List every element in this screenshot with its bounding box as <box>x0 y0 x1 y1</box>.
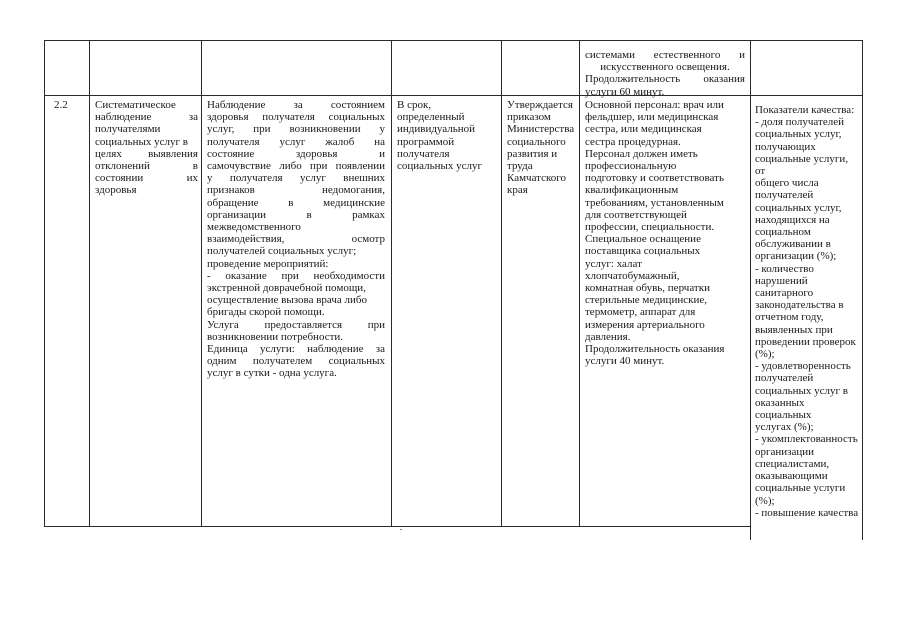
text-line: получателей социальных услуг; <box>207 245 357 258</box>
text-line: сестра, или медицинская <box>585 123 702 136</box>
text-line: социальные услуги <box>755 482 846 495</box>
column-border-right <box>862 40 863 540</box>
text-line: обращение в медицинские <box>207 196 385 209</box>
column-border-4 <box>501 40 502 527</box>
text-line: социальном <box>755 226 811 239</box>
text-line: состоянии их <box>95 172 198 185</box>
column-border-5 <box>579 40 580 527</box>
text-line: услуг в сутки - одна услуга. <box>207 367 337 380</box>
text-line: Услуга предоставляется при <box>207 318 385 331</box>
text-line: услуг: халат <box>585 257 642 270</box>
text-line: Систематическое <box>95 99 176 111</box>
text-line: определенный <box>397 111 465 124</box>
scan-speck <box>400 529 402 530</box>
text-line: нарушений <box>755 274 808 287</box>
text-line: Показатели качества: <box>755 104 855 116</box>
text-line: выявленных при <box>755 323 833 336</box>
text-line: одним получателем социальных <box>207 355 385 368</box>
text-line: целях выявления <box>95 147 198 160</box>
column-border-2 <box>201 40 202 527</box>
column-border-6 <box>750 40 751 540</box>
text-line: Продолжительность оказания <box>585 73 745 86</box>
text-line: Министерства <box>507 123 575 136</box>
text-line: давления. <box>585 330 631 343</box>
text-line: - количество <box>755 262 814 275</box>
text-line: сестра процедурная. <box>585 135 681 148</box>
text-line: профессиональную <box>585 160 677 173</box>
column-border-3 <box>391 40 392 527</box>
text-line: приказом <box>507 111 551 124</box>
text-line: организации (%); <box>755 250 837 263</box>
text-line: программой <box>397 135 455 148</box>
text-line: индивидуальной <box>397 123 476 136</box>
column-border-left <box>44 40 45 527</box>
text-line: получателя <box>397 147 450 160</box>
text-line: Продолжительность оказания <box>585 343 725 356</box>
text-line: здоровья получателя социальных <box>207 111 385 124</box>
text-line: общего числа <box>755 177 819 190</box>
text-line: отклонений в <box>95 160 198 173</box>
table-top-border <box>44 40 863 41</box>
text-line: организации <box>755 445 815 458</box>
text-line: оказанных социальных <box>755 396 812 422</box>
text-line: стерильные медицинские, <box>585 294 707 307</box>
text-line: квалификационным <box>585 184 679 197</box>
text-line: развития и <box>507 147 558 160</box>
text-line: услугах (%); <box>755 421 814 434</box>
text-line: услуги 60 минут. <box>585 85 665 98</box>
text-line: требованиям, установленным <box>585 196 724 209</box>
text-line: получателя услуг жалоб на <box>207 135 385 148</box>
text-line: Единица услуги: наблюдение за <box>207 343 385 356</box>
text-line: Основной персонал: врач или <box>585 99 724 111</box>
text-line: самочувствие либо при появлении <box>207 160 385 173</box>
text-line: поставщика социальных <box>585 245 701 258</box>
text-line: здоровья <box>95 184 137 197</box>
text-line: края <box>507 184 528 197</box>
text-line: профессии, специальности. <box>585 221 715 234</box>
text-line: фельдшер, или медицинская <box>585 111 719 124</box>
text-line: труда <box>507 160 533 173</box>
text-line: состояние здоровья и <box>207 147 385 160</box>
text-line: получающих <box>755 140 816 153</box>
text-line: признаков недомогания, <box>207 184 385 197</box>
service-name-cell <box>95 99 198 197</box>
text-line: экстренной доврачебной помощи, <box>207 282 366 295</box>
text-line: Специальное оснащение <box>585 233 701 246</box>
text-line: санитарного <box>755 287 814 300</box>
text-line: измерения артериального <box>585 318 705 331</box>
text-line: - доля получателей <box>755 116 844 129</box>
text-line: социальных услуг в <box>755 384 848 397</box>
text-line: (%); <box>755 348 775 361</box>
text-line: термометр, аппарат для <box>585 306 696 319</box>
row-bottom-border <box>44 526 751 527</box>
text-line: искусственного освещения. <box>600 61 730 74</box>
text-line: - оказание при необходимости <box>207 269 385 282</box>
column-border-1 <box>89 40 90 527</box>
text-line: возникновении потребности. <box>207 330 344 343</box>
service-term-cell <box>397 99 497 172</box>
text-line: (%); <box>755 494 775 507</box>
text-line: получателями <box>95 123 161 136</box>
text-line: специалистами, <box>755 457 830 470</box>
text-line: комнатная обувь, перчатки <box>585 282 710 295</box>
text-line: подготовку и соответствовать <box>585 172 724 185</box>
text-line: Камчатского <box>507 172 567 185</box>
text-line: социального <box>507 135 566 148</box>
text-line: наблюдение за <box>95 111 198 124</box>
text-line: - повышение качества <box>755 506 859 519</box>
text-line: услуг, при возникновении у <box>207 123 385 136</box>
text-line: находящихся на <box>755 213 830 226</box>
service-conditions-cell <box>585 99 747 367</box>
row-number: 2.2 <box>54 99 68 111</box>
text-line: Наблюдение за состоянием <box>207 99 385 111</box>
text-line: оказывающими <box>755 470 828 483</box>
text-line: - укомплектованность <box>755 433 858 446</box>
text-line: проведение мероприятий: <box>207 257 329 270</box>
text-line: проведении проверок <box>755 335 856 348</box>
text-line: Утверждается <box>507 99 573 111</box>
text-line: межведомственного <box>207 221 301 234</box>
text-line: законодательства в <box>755 299 844 312</box>
tariff-approval-cell <box>507 99 577 197</box>
text-line: хлопчатобумажный, <box>585 269 680 282</box>
top-row-conditions-cell <box>585 49 745 98</box>
text-line: социальных услуг в <box>95 135 188 148</box>
text-line: организации в рамках <box>207 208 385 221</box>
text-line: отчетном году, <box>755 311 824 324</box>
text-line: взаимодействия, осмотр <box>207 233 385 246</box>
text-line: социальных услуг, <box>755 201 842 214</box>
text-line: бригады скорой помощи. <box>207 306 325 319</box>
text-line: В срок, <box>397 99 432 111</box>
service-description-cell <box>207 99 385 380</box>
text-line: получателей <box>755 372 814 385</box>
quality-indicators-cell <box>755 104 860 519</box>
text-line: социальных услуг <box>397 160 483 173</box>
text-line: социальные услуги, от <box>755 152 849 178</box>
text-line: системами естественного и <box>585 49 745 61</box>
text-line: Персонал должен иметь <box>585 147 698 160</box>
text-line: осуществление вызова врача либо <box>207 294 367 307</box>
text-line: обслуживании в <box>755 238 831 251</box>
text-line: у получателя услуг внешних <box>207 172 385 185</box>
text-line: для соответствующей <box>585 208 687 221</box>
text-line: - удовлетворенность <box>755 360 851 373</box>
text-line: услуги 40 минут. <box>585 355 665 368</box>
text-line: получателей <box>755 189 814 202</box>
text-line: социальных услуг, <box>755 128 842 141</box>
